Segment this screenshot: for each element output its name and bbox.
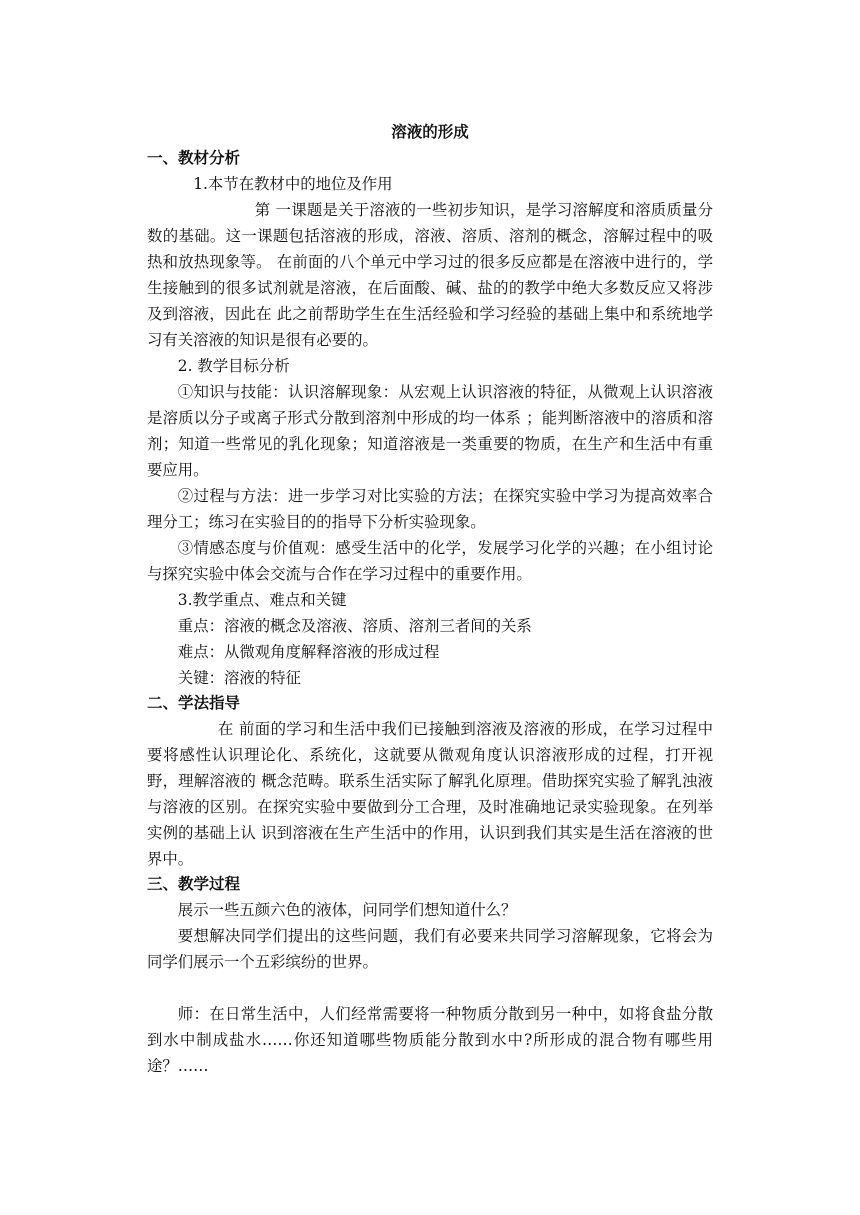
subheading-objectives: 2. 教学目标分析	[177, 357, 290, 375]
paragraph-knowledge-skills: ①知识与技能：认识溶解现象：从宏观上认识溶液的特征，从微观上认识溶液是溶质以分子或离子形式分散到溶剂中形成的均一体系 ；能判断溶液中的溶质和溶剂；知道一些常见的乳化现象；知道溶液是一类重要的物质，在生产和生活中有重要应用。	[147, 383, 713, 479]
paragraph-position-text: 第 一课题是关于溶液的一些初步知识，是学习溶解度和溶质质量分数的基础。这一课题包括溶液的形成，溶液、溶质、溶剂的概念，溶解过程中的吸热和放热现象等。 在前面的八个单元中学习过的很多反应都是在溶液中进行的，学生接触到的很多试剂就是溶液，在后面酸、碱、盐的的教学中绝大多数反应又将涉及到溶液，因此在 此之前帮助学生在生活经验和学习经验的基础上集中和系统地学习有关溶液的知识是很有必要的。	[147, 201, 713, 349]
section-heading-analysis: 一、教材分析	[147, 149, 241, 167]
paragraph-teacher-question: 师：在日常生活中，人们经常需要将一种物质分散到另一种中，如将食盐分散到水中制成盐水……你还知道哪些物质能分散到水中?所形成的混合物有哪些用途？……	[147, 1005, 713, 1075]
paragraph-show-liquids: 展示一些五颜六色的液体，问同学们想知道什么？	[177, 901, 517, 919]
paragraph-focus: 重点：溶液的概念及溶液、溶质、溶剂三者间的关系	[177, 617, 532, 635]
document-title: 溶液的形成	[391, 123, 469, 141]
paragraph-difficulty: 难点：从微观角度解释溶液的形成过程	[177, 643, 440, 661]
paragraph-process-methods: ②过程与方法：进一步学习对比实验的方法；在探究实验中学习为提高效率合理分工；练习在实验目的的指导下分析实验现象。	[147, 487, 713, 531]
section-heading-teaching-process: 三、教学过程	[147, 875, 241, 893]
paragraph-introduce-topic: 要想解决同学们提出的这些问题，我们有必要来共同学习溶解现象，它将会为同学们展示一个五彩缤纷的世界。	[147, 927, 713, 971]
subheading-position: 1.本节在教材中的地位及作用	[193, 175, 393, 193]
blank-line	[147, 975, 713, 1001]
document-body	[147, 119, 713, 1079]
paragraph-key: 关键：溶液的特征	[177, 669, 301, 687]
paragraph-attitudes-values: ③情感态度与价值观：感受生活中的化学，发展学习化学的兴趣；在小组讨论与探究实验中体会交流与合作在学习过程中的重要作用。	[147, 539, 713, 583]
subheading-key-points: 3.教学重点、难点和关键	[177, 591, 347, 609]
section-heading-study-method: 二、学法指导	[147, 694, 241, 712]
paragraph-study-method: 在 前面的学习和生活中我们已接触到溶液及溶液的形成，在学习过程中要将感性认识理论化、系统化，这就要从微观角度认识溶液形成的过程，打开视野，理解溶液的 概念范畴。联系生活实际了解乳化原理。借助探究实验了解乳浊液与溶液的区别。在探究实验中要做到分工合理，及时准确地记录实验现象。在列举实例的基础上认 识到溶液在生产生活中的作用，认识到我们其实是生活在溶液的世界中。	[147, 720, 713, 868]
